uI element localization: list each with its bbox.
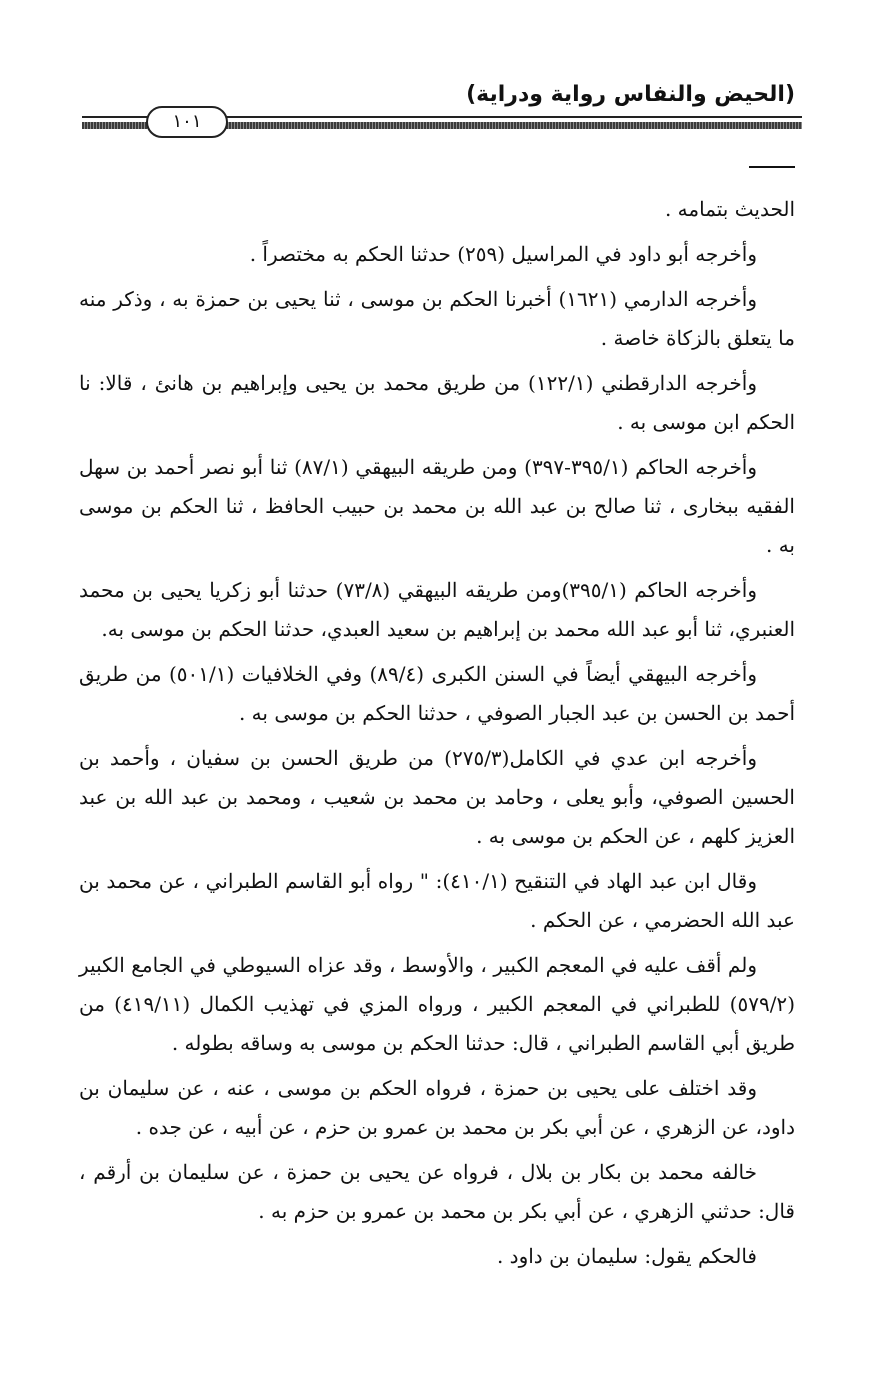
paragraph: وأخرجه الدارقطني (١٢٢/١) من طريق محمد بن يحيى وإبراهيم بن هانئ ، قالا: نا الحكم ابن موسى به . [79, 371, 795, 434]
paragraph: وقال ابن عبد الهاد في التنقيح (٤١٠/١): " رواه أبو القاسم الطبراني ، عن محمد بن عبد الله الحضرمي ، عن الحكم . [79, 869, 795, 932]
running-header-title: (الحيض والنفاس رواية ودراية) [466, 82, 795, 107]
paragraph: وأخرجه الحاكم (٣٩٥/١)ومن طريقه البيهقي (٧٣/٨) حدثنا أبو زكريا يحيى بن محمد العنبري، ثنا أبو عبد الله محمد بن إبراهيم بن سعيد العبدي، حدثنا الحكم بن موسى به. [79, 578, 795, 641]
paragraph: ولم أقف عليه في المعجم الكبير ، والأوسط ، وقد عزاه السيوطي في الجامع الكبير (٥٧٩/٢) للطبراني في المعجم الكبير ، ورواه المزي في تهذيب الكمال (٤١٩/١١) من طريق أبي القاسم الطبراني ، قال: حدثنا الحكم بن موسى به وساقه بطوله . [79, 953, 795, 1055]
footnote-separator [749, 166, 795, 168]
footnote-body [79, 190, 795, 1282]
paragraph: وأخرجه البيهقي أيضاً في السنن الكبرى (٨٩/٤) وفي الخلافيات (٥٠١/١) من طريق أحمد بن الحسن بن عبد الجبار الصوفي ، حدثنا الحكم بن موسى به . [79, 662, 795, 725]
paragraph: وأخرجه أبو داود في المراسيل (٢٥٩) حدثنا الحكم به مختصراً . [249, 242, 757, 266]
paragraph: وأخرجه ابن عدي في الكامل(٢٧٥/٣) من طريق الحسن بن سفيان ، وأحمد بن الحسين الصوفي، وأبو يعلى ، وحامد بن محمد بن شعيب ، ومحمد بن عبد الله بن عبد العزيز كلهم ، عن الحكم بن موسى به . [79, 746, 795, 848]
paragraph: خالفه محمد بن بكار بن بلال ، فرواه عن يحيى بن حمزة ، عن سليمان بن أرقم ، قال: حدثني الزهري ، عن أبي بكر بن محمد بن عمرو بن حزم به . [79, 1160, 795, 1223]
paragraph: الحديث بتمامه . [664, 197, 795, 221]
paragraph: فالحكم يقول: سليمان بن داود . [496, 1244, 757, 1268]
paragraph: وقد اختلف على يحيى بن حمزة ، فرواه الحكم بن موسى ، عنه ، عن سليمان بن داود، عن الزهري ، عن أبي بكر بن محمد بن عمرو بن حزم ، عن أبيه ، عن جده . [79, 1076, 795, 1139]
paragraph: وأخرجه الدارمي (١٦٢١) أخبرنا الحكم بن موسى ، ثنا يحيى بن حمزة به ، وذكر منه ما يتعلق بالزكاة خاصة . [79, 287, 795, 350]
page-number-badge: ١٠١ [146, 106, 228, 138]
paragraph: وأخرجه الحاكم (٣٩٥/١-٣٩٧) ومن طريقه البيهقي (٨٧/١) ثنا أبو نصر أحمد بن سهل الفقيه ببخارى ، ثنا صالح بن عبد الله بن محمد بن حبيب الحافظ ، ثنا الحكم بن موسى به . [79, 455, 795, 557]
